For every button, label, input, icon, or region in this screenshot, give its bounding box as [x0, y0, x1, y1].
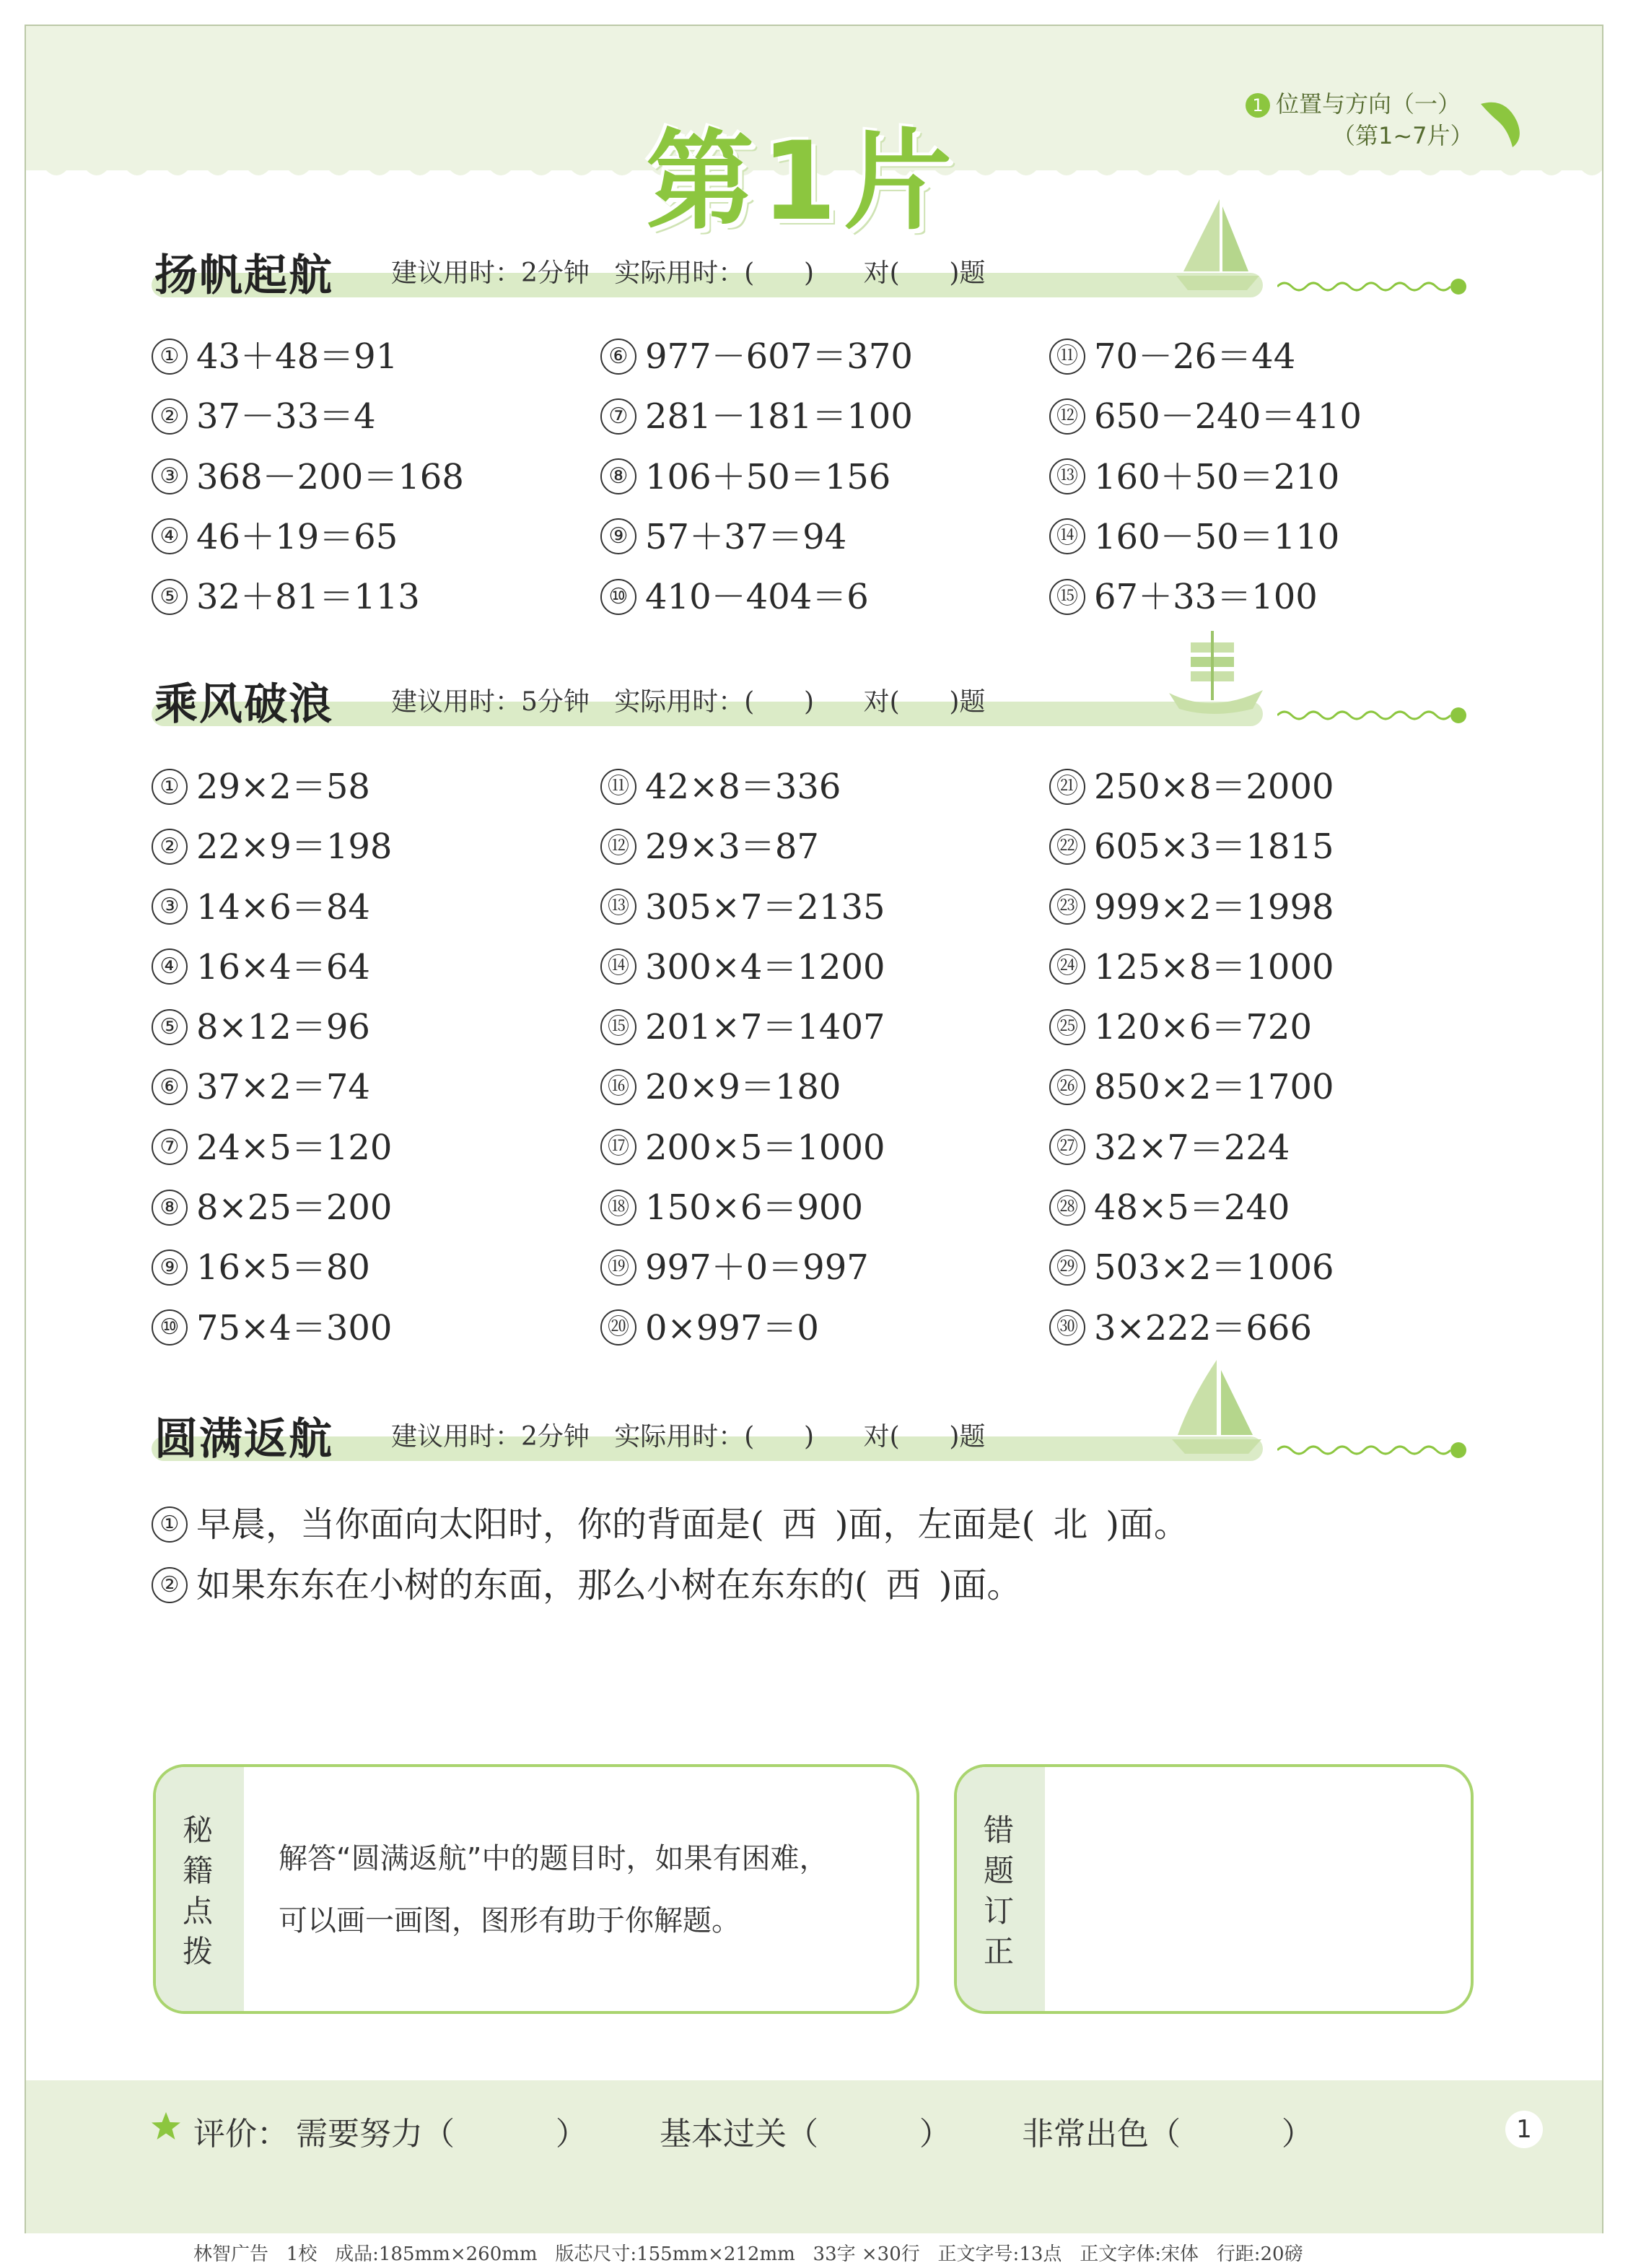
problem: ③ 14×6＝84 — [152, 878, 392, 938]
question-1: ① 早晨，当你面向太阳时，你的背面是( 西 )面，左面是( 北 )面。 — [152, 1494, 1189, 1555]
problem: ⑩ 410－404＝6 — [600, 567, 913, 627]
problem: ⑬ 160＋50＝210 — [1049, 448, 1362, 507]
wave-decoration — [1277, 705, 1450, 726]
evaluation-option-1[interactable]: 需要努力（ ） — [296, 2116, 587, 2153]
problem: ⑨ 57＋37＝94 — [600, 507, 913, 567]
problem: ⑭ 160－50＝110 — [1049, 507, 1362, 567]
sailboat-icon — [1162, 192, 1270, 300]
problem: ② 22×9＝198 — [152, 817, 392, 877]
problem: ⑯ 20×9＝180 — [600, 1057, 885, 1117]
problem: ① 29×2＝58 — [152, 757, 392, 817]
wave-decoration — [1277, 1439, 1450, 1461]
problem: ㉗ 32×7＝224 — [1049, 1118, 1334, 1178]
problem: ㉔ 125×8＝1000 — [1049, 938, 1334, 998]
problem: ⑰ 200×5＝1000 — [600, 1118, 885, 1178]
problem: ⑥ 37×2＝74 — [152, 1057, 392, 1117]
bullet-dot — [1450, 1442, 1466, 1458]
problem: ⑭ 300×4＝1200 — [600, 938, 885, 998]
answer-blank: 西 — [885, 1565, 921, 1605]
section-2-col-3 — [1049, 757, 1334, 1358]
answer-blank: 北 — [1053, 1504, 1088, 1545]
problem: ⑪ 42×8＝336 — [600, 757, 885, 817]
bullet-dot — [1450, 279, 1466, 295]
problem: ⑦ 281－181＝100 — [600, 387, 913, 447]
problem: ⑲ 997＋0＝997 — [600, 1238, 885, 1298]
problem: ⑥ 977－607＝370 — [600, 327, 913, 387]
section-1-col-3 — [1049, 327, 1362, 627]
problem: ⑳ 0×997＝0 — [600, 1299, 885, 1358]
problem: ⑫ 29×3＝87 — [600, 817, 885, 877]
problem: ㉓ 999×2＝1998 — [1049, 878, 1334, 938]
section-1-info: 建议用时：2分钟 实际用时：( ) 对( )题 — [391, 258, 986, 288]
problem: ④ 16×4＝64 — [152, 938, 392, 998]
page-number: 1 — [1505, 2111, 1543, 2148]
tips-box — [153, 1764, 919, 2014]
unit-number-badge: 1 — [1246, 93, 1270, 118]
evaluation-option-2[interactable]: 基本过关（ ） — [660, 2116, 951, 2153]
problem: ㉖ 850×2＝1700 — [1049, 1057, 1334, 1117]
problem: ⑨ 16×5＝80 — [152, 1238, 392, 1298]
section-2-header — [152, 664, 1472, 729]
section-3-title: 圆满返航 — [154, 1414, 333, 1465]
tips-label: 秘 籍 点 拨 — [182, 1813, 213, 1969]
correction-label: 错 题 订 正 — [983, 1813, 1014, 1969]
section-1-col-2 — [600, 327, 913, 627]
section-3-info: 建议用时：2分钟 实际用时：( ) 对( )题 — [391, 1422, 986, 1452]
problem: ① 43＋48＝91 — [152, 327, 464, 387]
tips-line-2: 可以画一画图，图形有助于你解题。 — [279, 1904, 740, 1937]
problem: ④ 46＋19＝65 — [152, 507, 464, 567]
section-1-title: 扬帆起航 — [154, 250, 333, 301]
section-2-col-2 — [600, 757, 885, 1358]
wave-decoration — [1277, 276, 1450, 297]
bullet-dot — [1450, 707, 1466, 723]
problem: ⑤ 8×12＝96 — [152, 998, 392, 1057]
problem: ⑮ 67＋33＝100 — [1049, 567, 1362, 627]
section-2-title: 乘风破浪 — [154, 679, 333, 730]
problem: ⑩ 75×4＝300 — [152, 1299, 392, 1358]
section-3-header — [152, 1399, 1472, 1464]
problem: ⑬ 305×7＝2135 — [600, 878, 885, 938]
problem: ㉘ 48×5＝240 — [1049, 1178, 1334, 1238]
leaf-icon — [1476, 97, 1527, 150]
problem: ⑦ 24×5＝120 — [152, 1118, 392, 1178]
problem: ③ 368－200＝168 — [152, 448, 464, 507]
problem: ⑧ 8×25＝200 — [152, 1178, 392, 1238]
evaluation-label: 评价： — [193, 2116, 289, 2153]
problem: ⑫ 650－240＝410 — [1049, 387, 1362, 447]
problem: ㉒ 605×3＝1815 — [1049, 817, 1334, 877]
problem: ⑮ 201×7＝1407 — [600, 998, 885, 1057]
problem: ⑤ 32＋81＝113 — [152, 567, 464, 627]
section-1-col-1 — [152, 327, 464, 627]
problem: ⑪ 70－26＝44 — [1049, 327, 1362, 387]
problem: ⑧ 106＋50＝156 — [600, 448, 913, 507]
junk-boat-icon — [1162, 621, 1270, 729]
section-2-col-1 — [152, 757, 392, 1358]
section-1-header — [152, 235, 1472, 300]
sailboat-icon — [1162, 1356, 1270, 1464]
print-footer: 林智广告 1校 成品:185mm×260mm 版芯尺寸:155mm×212mm 33字 ×30行 正文字号:13点 正文字体:宋体 行距:20磅 — [193, 2243, 1303, 2265]
page-title: 第1片 — [646, 119, 960, 245]
evaluation-band — [26, 2080, 1602, 2233]
problem: ㉕ 120×6＝720 — [1049, 998, 1334, 1057]
problem: ㉑ 250×8＝2000 — [1049, 757, 1334, 817]
tips-line-1: 解答“圆满返航”中的题目时，如果有困难， — [279, 1842, 828, 1875]
evaluation-option-3[interactable]: 非常出色（ ） — [1022, 2116, 1313, 2153]
question-2: ② 如果东东在小树的东面，那么小树在东东的( 西 )面。 — [152, 1555, 1021, 1615]
unit-label — [1246, 88, 1474, 152]
correction-box — [954, 1764, 1474, 2014]
star-icon — [150, 2111, 182, 2142]
problem: ㉚ 3×222＝666 — [1049, 1299, 1334, 1358]
unit-title: 位置与方向（一） — [1276, 90, 1461, 118]
problem: ② 37－33＝4 — [152, 387, 464, 447]
problem: ㉙ 503×2＝1006 — [1049, 1238, 1334, 1298]
problem: ⑱ 150×6＝900 — [600, 1178, 885, 1238]
unit-range: （第1~7片） — [1332, 122, 1474, 149]
answer-blank: 西 — [782, 1504, 817, 1545]
section-2-info: 建议用时：5分钟 实际用时：( ) 对( )题 — [391, 687, 986, 717]
